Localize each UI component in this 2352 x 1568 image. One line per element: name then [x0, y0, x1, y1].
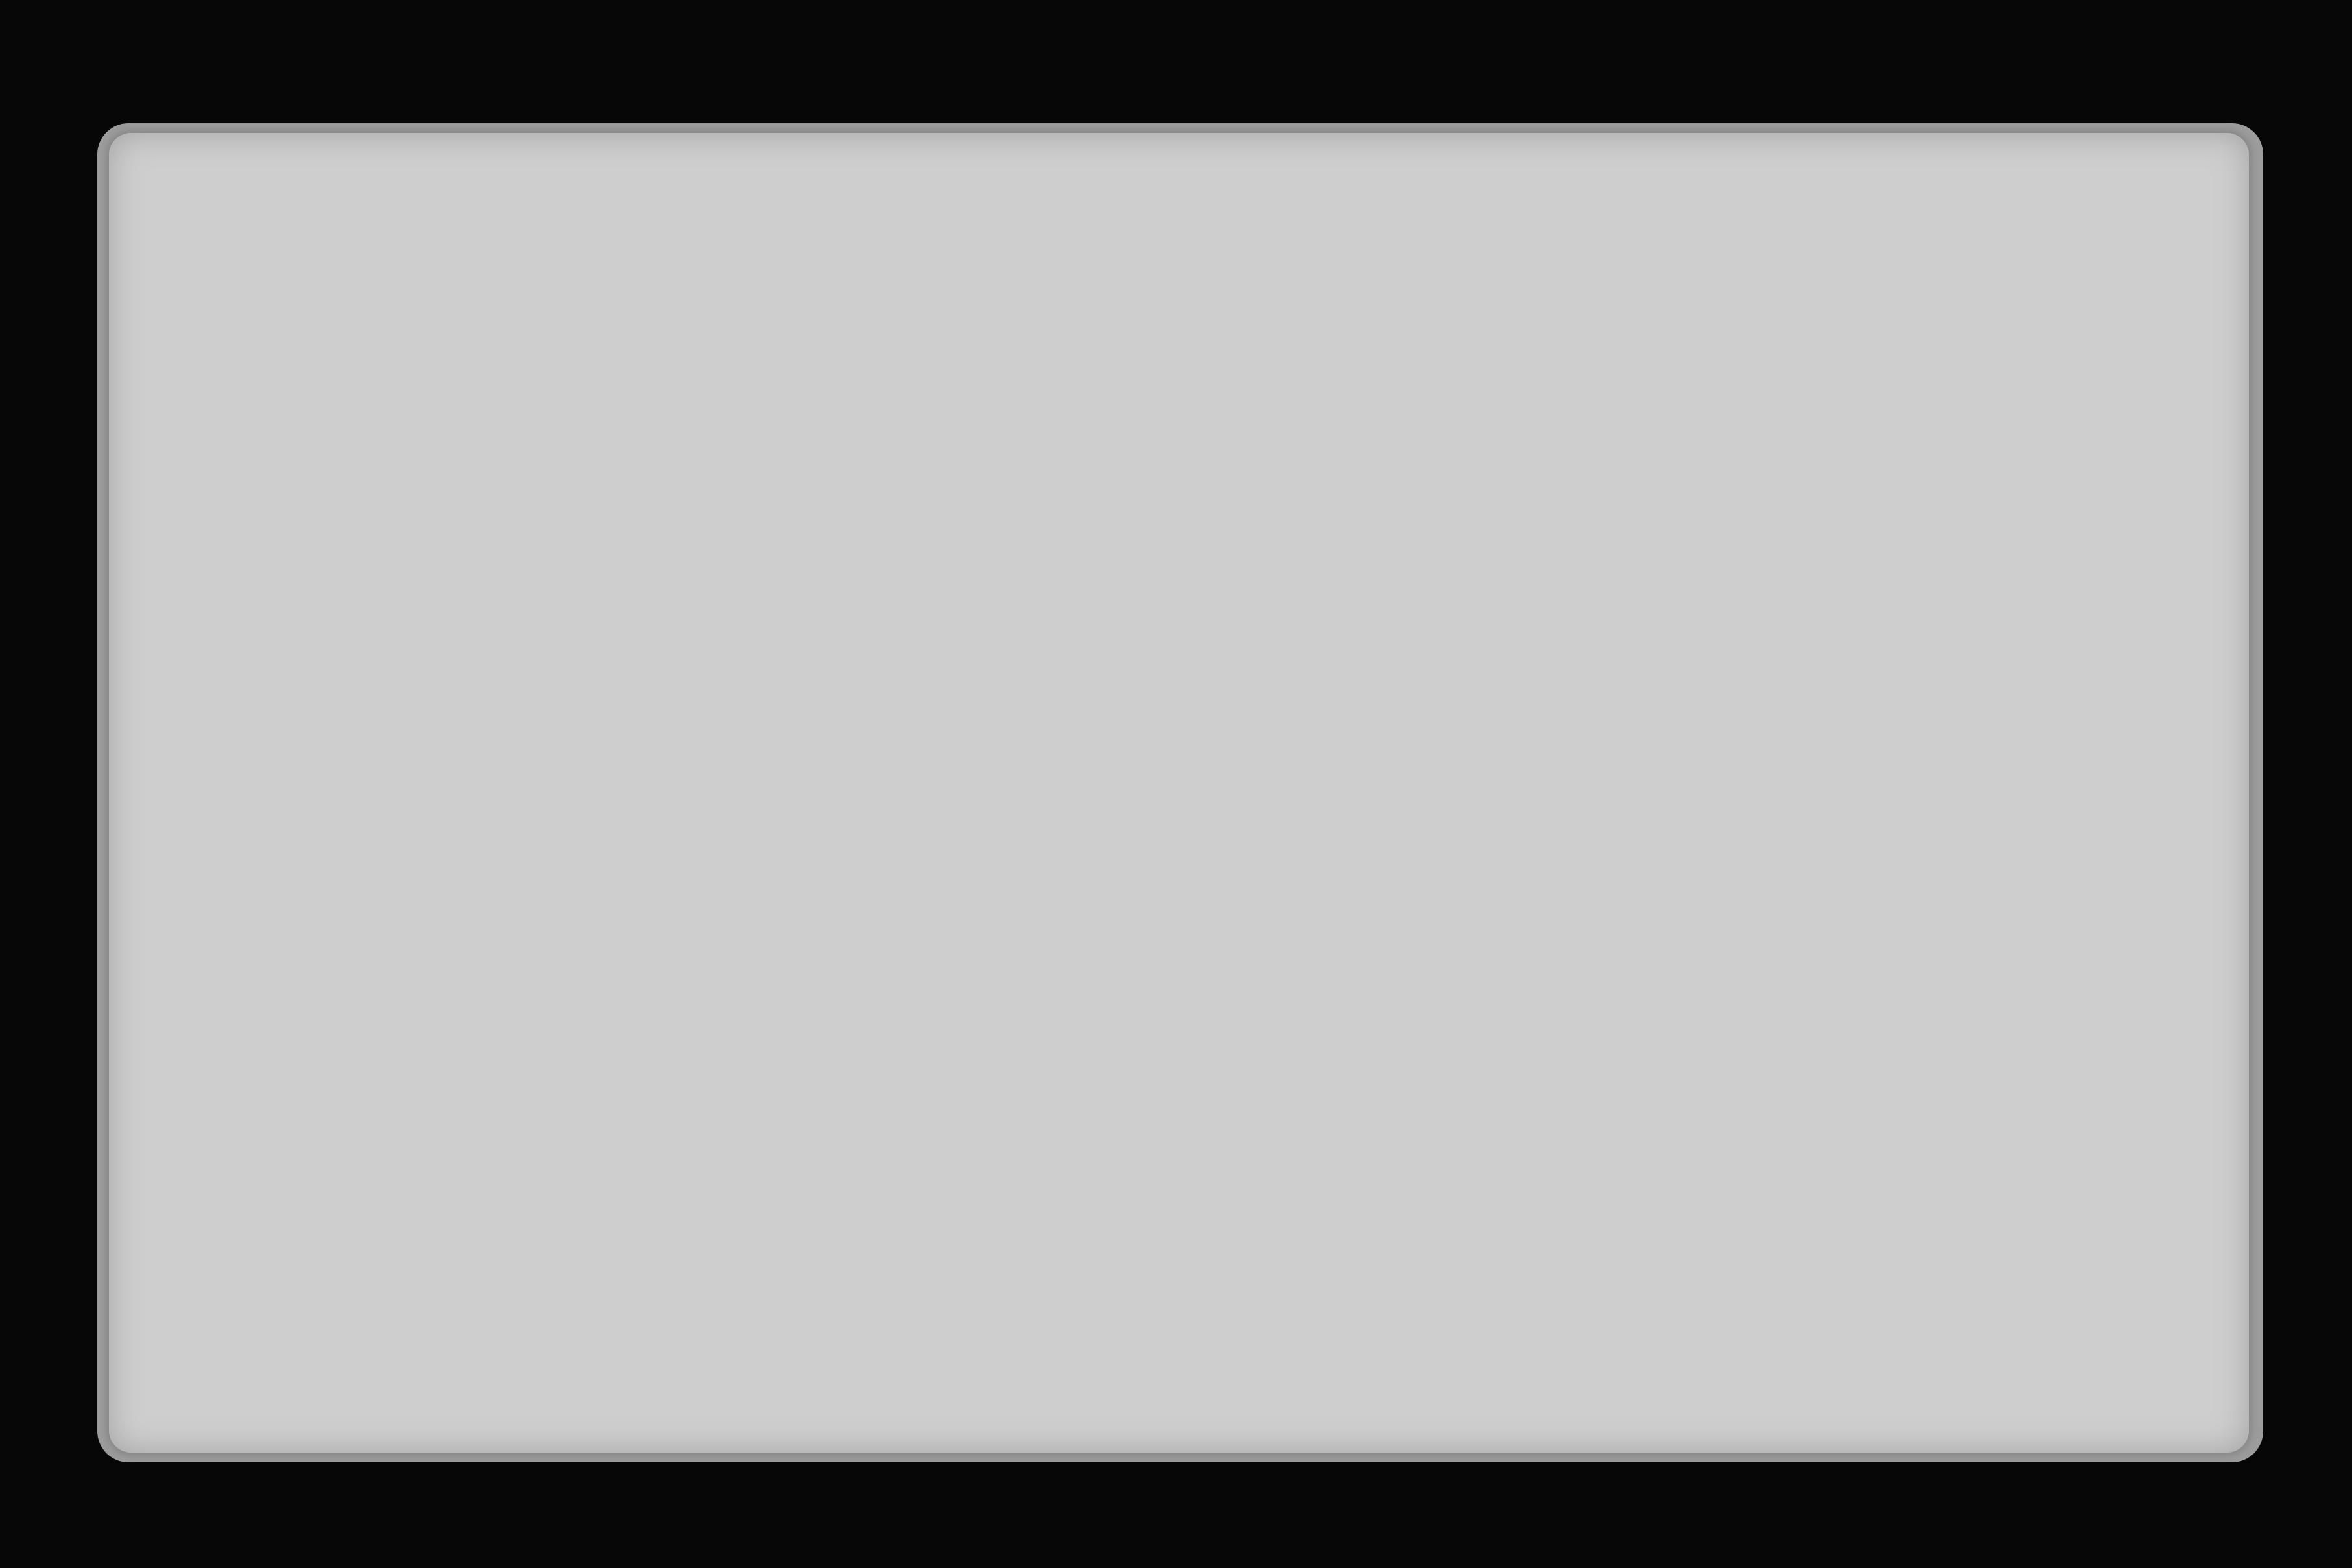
census-form [123, 170, 2185, 1363]
